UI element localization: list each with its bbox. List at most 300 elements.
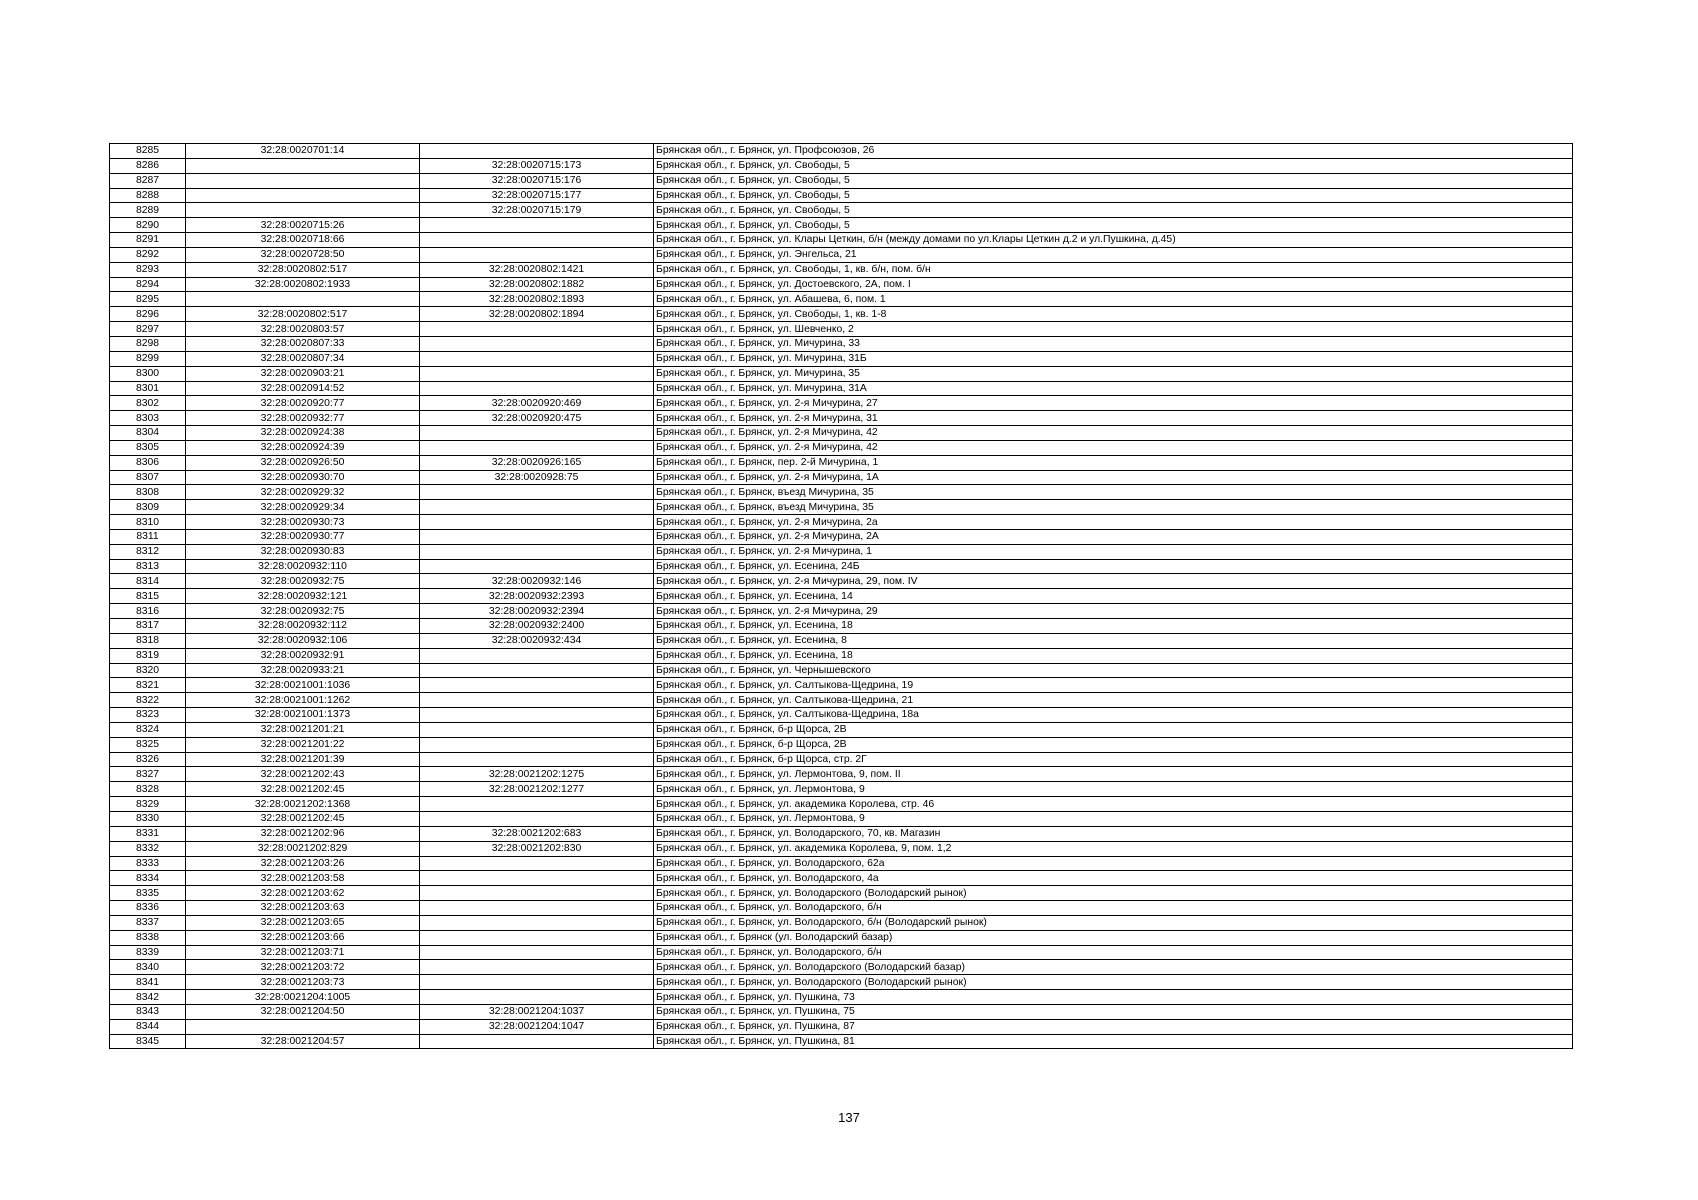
address-cell: Брянская обл., г. Брянск, ул. Володарского, 4а xyxy=(654,871,1573,886)
table-row xyxy=(110,633,1573,648)
row-number-cell: 8335 xyxy=(110,886,186,901)
object-cadastral-number-cell: 32:28:0020932:434 xyxy=(420,633,654,648)
address-cell: Брянская обл., г. Брянск, ул. Профсоюзов, 26 xyxy=(654,144,1573,159)
address-cell: Брянская обл., г. Брянск, ул. Володарского (Володарский рынок) xyxy=(654,886,1573,901)
object-cadastral-number-cell xyxy=(420,737,654,752)
row-number-cell: 8299 xyxy=(110,351,186,366)
address-cell: Брянская обл., г. Брянск, ул. Володарского (Володарский рынок) xyxy=(654,975,1573,990)
object-cadastral-number-cell: 32:28:0020926:165 xyxy=(420,455,654,470)
row-number-cell: 8290 xyxy=(110,218,186,233)
land-cadastral-number-cell: 32:28:0021203:58 xyxy=(186,871,420,886)
object-cadastral-number-cell xyxy=(420,500,654,515)
table-row xyxy=(110,336,1573,351)
object-cadastral-number-cell: 32:28:0020932:2400 xyxy=(420,619,654,634)
address-cell: Брянская обл., г. Брянск, ул. Володарского, б/н xyxy=(654,945,1573,960)
table-row xyxy=(110,485,1573,500)
object-cadastral-number-cell xyxy=(420,233,654,248)
table-row xyxy=(110,915,1573,930)
address-cell: Брянская обл., г. Брянск, ул. Энгельса, 21 xyxy=(654,247,1573,262)
address-cell: Брянская обл., г. Брянск, ул. 2-я Мичурина, 1А xyxy=(654,470,1573,485)
object-cadastral-number-cell: 32:28:0021202:1277 xyxy=(420,782,654,797)
address-cell: Брянская обл., г. Брянск (ул. Володарский базар) xyxy=(654,930,1573,945)
row-number-cell: 8302 xyxy=(110,396,186,411)
address-cell: Брянская обл., г. Брянск, ул. Лермонтова, 9 xyxy=(654,782,1573,797)
table-row xyxy=(110,648,1573,663)
land-cadastral-number-cell: 32:28:0020715:26 xyxy=(186,218,420,233)
land-cadastral-number-cell: 32:28:0021202:43 xyxy=(186,767,420,782)
object-cadastral-number-cell xyxy=(420,915,654,930)
address-cell: Брянская обл., г. Брянск, ул. Володарского, б/н xyxy=(654,901,1573,916)
table-body xyxy=(110,144,1573,1049)
object-cadastral-number-cell: 32:28:0020920:469 xyxy=(420,396,654,411)
row-number-cell: 8293 xyxy=(110,262,186,277)
land-cadastral-number-cell: 32:28:0021202:45 xyxy=(186,811,420,826)
object-cadastral-number-cell: 32:28:0020802:1882 xyxy=(420,277,654,292)
row-number-cell: 8325 xyxy=(110,737,186,752)
land-cadastral-number-cell: 32:28:0020932:110 xyxy=(186,559,420,574)
object-cadastral-number-cell: 32:28:0020932:2394 xyxy=(420,604,654,619)
object-cadastral-number-cell xyxy=(420,856,654,871)
land-cadastral-number-cell xyxy=(186,1019,420,1034)
row-number-cell: 8334 xyxy=(110,871,186,886)
address-cell: Брянская обл., г. Брянск, ул. Салтыкова-Щедрина, 21 xyxy=(654,693,1573,708)
object-cadastral-number-cell: 32:28:0021204:1037 xyxy=(420,1004,654,1019)
table-row xyxy=(110,752,1573,767)
table-row xyxy=(110,515,1573,530)
row-number-cell: 8297 xyxy=(110,322,186,337)
land-cadastral-number-cell: 32:28:0020933:21 xyxy=(186,663,420,678)
land-cadastral-number-cell: 32:28:0021001:1373 xyxy=(186,708,420,723)
table-row xyxy=(110,411,1573,426)
row-number-cell: 8319 xyxy=(110,648,186,663)
object-cadastral-number-cell xyxy=(420,336,654,351)
address-cell: Брянская обл., г. Брянск, ул. Есенина, 8 xyxy=(654,633,1573,648)
object-cadastral-number-cell xyxy=(420,247,654,262)
object-cadastral-number-cell xyxy=(420,648,654,663)
address-cell: Брянская обл., г. Брянск, ул. Чернышевского xyxy=(654,663,1573,678)
address-cell: Брянская обл., г. Брянск, ул. Володарского, б/н (Володарский рынок) xyxy=(654,915,1573,930)
land-cadastral-number-cell: 32:28:0021202:829 xyxy=(186,841,420,856)
object-cadastral-number-cell xyxy=(420,559,654,574)
row-number-cell: 8292 xyxy=(110,247,186,262)
table-row xyxy=(110,663,1573,678)
object-cadastral-number-cell xyxy=(420,515,654,530)
address-cell: Брянская обл., г. Брянск, ул. Мичурина, 35 xyxy=(654,366,1573,381)
address-cell: Брянская обл., г. Брянск, ул. Свободы, 1, кв. б/н, пом. б/н xyxy=(654,262,1573,277)
address-cell: Брянская обл., г. Брянск, ул. Мичурина, 31А xyxy=(654,381,1573,396)
object-cadastral-number-cell xyxy=(420,886,654,901)
table-row xyxy=(110,529,1573,544)
land-cadastral-number-cell: 32:28:0020903:21 xyxy=(186,366,420,381)
table-row xyxy=(110,351,1573,366)
land-cadastral-number-cell: 32:28:0021203:71 xyxy=(186,945,420,960)
row-number-cell: 8308 xyxy=(110,485,186,500)
table-row xyxy=(110,811,1573,826)
table-row xyxy=(110,693,1573,708)
object-cadastral-number-cell xyxy=(420,529,654,544)
object-cadastral-number-cell: 32:28:0021202:830 xyxy=(420,841,654,856)
table-row xyxy=(110,381,1573,396)
table-row xyxy=(110,470,1573,485)
land-cadastral-number-cell: 32:28:0020802:1933 xyxy=(186,277,420,292)
address-cell: Брянская обл., г. Брянск, ул. 2-я Мичурина, 31 xyxy=(654,411,1573,426)
address-cell: Брянская обл., г. Брянск, ул. Достоевского, 2А, пом. I xyxy=(654,277,1573,292)
address-cell: Брянская обл., г. Брянск, ул. Свободы, 5 xyxy=(654,173,1573,188)
object-cadastral-number-cell xyxy=(420,960,654,975)
address-cell: Брянская обл., г. Брянск, ул. Есенина, 14 xyxy=(654,589,1573,604)
land-cadastral-number-cell: 32:28:0020930:73 xyxy=(186,515,420,530)
row-number-cell: 8332 xyxy=(110,841,186,856)
row-number-cell: 8333 xyxy=(110,856,186,871)
object-cadastral-number-cell: 32:28:0020802:1893 xyxy=(420,292,654,307)
object-cadastral-number-cell: 32:28:0021202:1275 xyxy=(420,767,654,782)
table-row xyxy=(110,233,1573,248)
table-row xyxy=(110,797,1573,812)
land-cadastral-number-cell xyxy=(186,203,420,218)
land-cadastral-number-cell: 32:28:0020930:77 xyxy=(186,529,420,544)
object-cadastral-number-cell: 32:28:0020928:75 xyxy=(420,470,654,485)
object-cadastral-number-cell xyxy=(420,1034,654,1049)
table-row xyxy=(110,277,1573,292)
row-number-cell: 8343 xyxy=(110,1004,186,1019)
address-cell: Брянская обл., г. Брянск, ул. Володарского, 62а xyxy=(654,856,1573,871)
table-row xyxy=(110,1034,1573,1049)
address-cell: Брянская обл., г. Брянск, ул. 2-я Мичурина, 29, пом. IV xyxy=(654,574,1573,589)
row-number-cell: 8317 xyxy=(110,619,186,634)
land-cadastral-number-cell: 32:28:0021204:1005 xyxy=(186,990,420,1005)
address-cell: Брянская обл., г. Брянск, ул. Володарского (Володарский базар) xyxy=(654,960,1573,975)
row-number-cell: 8303 xyxy=(110,411,186,426)
row-number-cell: 8311 xyxy=(110,529,186,544)
row-number-cell: 8330 xyxy=(110,811,186,826)
land-cadastral-number-cell: 32:28:0020926:50 xyxy=(186,455,420,470)
address-cell: Брянская обл., г. Брянск, ул. академика Королева, стр. 46 xyxy=(654,797,1573,812)
object-cadastral-number-cell xyxy=(420,811,654,826)
object-cadastral-number-cell xyxy=(420,663,654,678)
table-row xyxy=(110,396,1573,411)
land-cadastral-number-cell: 32:28:0020932:75 xyxy=(186,604,420,619)
address-cell: Брянская обл., г. Брянск, ул. Пушкина, 81 xyxy=(654,1034,1573,1049)
row-number-cell: 8331 xyxy=(110,826,186,841)
address-cell: Брянская обл., г. Брянск, ул. 2-я Мичурина, 29 xyxy=(654,604,1573,619)
row-number-cell: 8301 xyxy=(110,381,186,396)
address-cell: Брянская обл., г. Брянск, ул. Свободы, 1, кв. 1-8 xyxy=(654,307,1573,322)
object-cadastral-number-cell: 32:28:0020715:173 xyxy=(420,158,654,173)
table-row xyxy=(110,1019,1573,1034)
object-cadastral-number-cell xyxy=(420,144,654,159)
object-cadastral-number-cell: 32:28:0020932:2393 xyxy=(420,589,654,604)
property-table xyxy=(109,143,1573,1049)
row-number-cell: 8313 xyxy=(110,559,186,574)
object-cadastral-number-cell xyxy=(420,930,654,945)
table-row xyxy=(110,559,1573,574)
object-cadastral-number-cell xyxy=(420,752,654,767)
land-cadastral-number-cell xyxy=(186,292,420,307)
row-number-cell: 8315 xyxy=(110,589,186,604)
table-row xyxy=(110,188,1573,203)
table-row xyxy=(110,871,1573,886)
table-row xyxy=(110,901,1573,916)
row-number-cell: 8295 xyxy=(110,292,186,307)
object-cadastral-number-cell xyxy=(420,722,654,737)
row-number-cell: 8288 xyxy=(110,188,186,203)
table-row xyxy=(110,247,1573,262)
object-cadastral-number-cell xyxy=(420,901,654,916)
address-cell: Брянская обл., г. Брянск, въезд Мичурина, 35 xyxy=(654,485,1573,500)
land-cadastral-number-cell: 32:28:0021204:57 xyxy=(186,1034,420,1049)
land-cadastral-number-cell: 32:28:0020932:106 xyxy=(186,633,420,648)
object-cadastral-number-cell: 32:28:0020715:176 xyxy=(420,173,654,188)
land-cadastral-number-cell: 32:28:0020728:50 xyxy=(186,247,420,262)
table-row xyxy=(110,589,1573,604)
row-number-cell: 8298 xyxy=(110,336,186,351)
land-cadastral-number-cell: 32:28:0021203:73 xyxy=(186,975,420,990)
row-number-cell: 8307 xyxy=(110,470,186,485)
row-number-cell: 8321 xyxy=(110,678,186,693)
land-cadastral-number-cell: 32:28:0021202:45 xyxy=(186,782,420,797)
address-cell: Брянская обл., г. Брянск, ул. Свободы, 5 xyxy=(654,218,1573,233)
land-cadastral-number-cell: 32:28:0021201:22 xyxy=(186,737,420,752)
row-number-cell: 8310 xyxy=(110,515,186,530)
table-row xyxy=(110,1004,1573,1019)
address-cell: Брянская обл., г. Брянск, ул. академика Королева, 9, пом. 1,2 xyxy=(654,841,1573,856)
address-cell: Брянская обл., г. Брянск, ул. Пушкина, 73 xyxy=(654,990,1573,1005)
land-cadastral-number-cell: 32:28:0021203:72 xyxy=(186,960,420,975)
object-cadastral-number-cell xyxy=(420,678,654,693)
row-number-cell: 8314 xyxy=(110,574,186,589)
table-row xyxy=(110,500,1573,515)
address-cell: Брянская обл., г. Брянск, ул. Пушкина, 75 xyxy=(654,1004,1573,1019)
land-cadastral-number-cell xyxy=(186,158,420,173)
land-cadastral-number-cell: 32:28:0020920:77 xyxy=(186,396,420,411)
land-cadastral-number-cell: 32:28:0020802:517 xyxy=(186,262,420,277)
row-number-cell: 8289 xyxy=(110,203,186,218)
land-cadastral-number-cell: 32:28:0021204:50 xyxy=(186,1004,420,1019)
address-cell: Брянская обл., г. Брянск, б-р Щорса, стр. 2Г xyxy=(654,752,1573,767)
row-number-cell: 8309 xyxy=(110,500,186,515)
address-cell: Брянская обл., г. Брянск, б-р Щорса, 2В xyxy=(654,737,1573,752)
row-number-cell: 8341 xyxy=(110,975,186,990)
object-cadastral-number-cell: 32:28:0021204:1047 xyxy=(420,1019,654,1034)
table-row xyxy=(110,990,1573,1005)
row-number-cell: 8286 xyxy=(110,158,186,173)
address-cell: Брянская обл., г. Брянск, ул. Есенина, 24Б xyxy=(654,559,1573,574)
object-cadastral-number-cell: 32:28:0020920:475 xyxy=(420,411,654,426)
address-cell: Брянская обл., г. Брянск, ул. Лермонтова, 9 xyxy=(654,811,1573,826)
object-cadastral-number-cell xyxy=(420,366,654,381)
row-number-cell: 8320 xyxy=(110,663,186,678)
land-cadastral-number-cell: 32:28:0020929:32 xyxy=(186,485,420,500)
table-row xyxy=(110,144,1573,159)
land-cadastral-number-cell: 32:28:0020932:121 xyxy=(186,589,420,604)
address-cell: Брянская обл., г. Брянск, ул. Свободы, 5 xyxy=(654,158,1573,173)
object-cadastral-number-cell xyxy=(420,322,654,337)
object-cadastral-number-cell xyxy=(420,708,654,723)
row-number-cell: 8322 xyxy=(110,693,186,708)
row-number-cell: 8323 xyxy=(110,708,186,723)
table-row xyxy=(110,292,1573,307)
land-cadastral-number-cell: 32:28:0020924:38 xyxy=(186,426,420,441)
table-row xyxy=(110,544,1573,559)
land-cadastral-number-cell: 32:28:0020930:70 xyxy=(186,470,420,485)
row-number-cell: 8344 xyxy=(110,1019,186,1034)
row-number-cell: 8326 xyxy=(110,752,186,767)
table-row xyxy=(110,886,1573,901)
table-row xyxy=(110,173,1573,188)
land-cadastral-number-cell: 32:28:0021001:1036 xyxy=(186,678,420,693)
address-cell: Брянская обл., г. Брянск, ул. 2-я Мичурина, 42 xyxy=(654,440,1573,455)
row-number-cell: 8318 xyxy=(110,633,186,648)
land-cadastral-number-cell: 32:28:0020718:66 xyxy=(186,233,420,248)
land-cadastral-number-cell: 32:28:0021202:96 xyxy=(186,826,420,841)
object-cadastral-number-cell xyxy=(420,945,654,960)
object-cadastral-number-cell: 32:28:0020802:1894 xyxy=(420,307,654,322)
address-cell: Брянская обл., г. Брянск, ул. Мичурина, 33 xyxy=(654,336,1573,351)
table-row xyxy=(110,574,1573,589)
land-cadastral-number-cell: 32:28:0021203:65 xyxy=(186,915,420,930)
land-cadastral-number-cell: 32:28:0020930:83 xyxy=(186,544,420,559)
row-number-cell: 8285 xyxy=(110,144,186,159)
address-cell: Брянская обл., г. Брянск, ул. Есенина, 18 xyxy=(654,619,1573,634)
row-number-cell: 8291 xyxy=(110,233,186,248)
table-row xyxy=(110,856,1573,871)
address-cell: Брянская обл., г. Брянск, б-р Щорса, 2В xyxy=(654,722,1573,737)
row-number-cell: 8329 xyxy=(110,797,186,812)
land-cadastral-number-cell: 32:28:0020701:14 xyxy=(186,144,420,159)
row-number-cell: 8339 xyxy=(110,945,186,960)
address-cell: Брянская обл., г. Брянск, пер. 2-й Мичурина, 1 xyxy=(654,455,1573,470)
land-cadastral-number-cell: 32:28:0020802:517 xyxy=(186,307,420,322)
object-cadastral-number-cell xyxy=(420,440,654,455)
land-cadastral-number-cell: 32:28:0020924:39 xyxy=(186,440,420,455)
table-row xyxy=(110,708,1573,723)
address-cell: Брянская обл., г. Брянск, ул. Мичурина, 31Б xyxy=(654,351,1573,366)
land-cadastral-number-cell: 32:28:0020929:34 xyxy=(186,500,420,515)
object-cadastral-number-cell xyxy=(420,218,654,233)
address-cell: Брянская обл., г. Брянск, ул. 2-я Мичурина, 2А xyxy=(654,529,1573,544)
object-cadastral-number-cell xyxy=(420,990,654,1005)
land-cadastral-number-cell: 32:28:0020914:52 xyxy=(186,381,420,396)
table-row xyxy=(110,426,1573,441)
address-cell: Брянская обл., г. Брянск, ул. Свободы, 5 xyxy=(654,188,1573,203)
object-cadastral-number-cell xyxy=(420,381,654,396)
table-row xyxy=(110,678,1573,693)
table-row xyxy=(110,945,1573,960)
table-row xyxy=(110,158,1573,173)
object-cadastral-number-cell xyxy=(420,544,654,559)
table-row xyxy=(110,930,1573,945)
land-cadastral-number-cell: 32:28:0020803:57 xyxy=(186,322,420,337)
table-row xyxy=(110,366,1573,381)
address-cell: Брянская обл., г. Брянск, ул. Свободы, 5 xyxy=(654,203,1573,218)
address-cell: Брянская обл., г. Брянск, ул. Клары Цеткин, б/н (между домами по ул.Клары Цеткин д.2 и ул.Пушкина, д.45) xyxy=(654,233,1573,248)
table-row xyxy=(110,975,1573,990)
land-cadastral-number-cell xyxy=(186,188,420,203)
row-number-cell: 8324 xyxy=(110,722,186,737)
table-row xyxy=(110,203,1573,218)
row-number-cell: 8300 xyxy=(110,366,186,381)
row-number-cell: 8338 xyxy=(110,930,186,945)
row-number-cell: 8312 xyxy=(110,544,186,559)
page-number: 137 xyxy=(838,1110,860,1125)
row-number-cell: 8328 xyxy=(110,782,186,797)
table-row xyxy=(110,307,1573,322)
land-cadastral-number-cell: 32:28:0021001:1262 xyxy=(186,693,420,708)
table-row xyxy=(110,960,1573,975)
table-row xyxy=(110,782,1573,797)
row-number-cell: 8294 xyxy=(110,277,186,292)
land-cadastral-number-cell: 32:28:0020932:112 xyxy=(186,619,420,634)
table-row xyxy=(110,218,1573,233)
object-cadastral-number-cell xyxy=(420,426,654,441)
table-row xyxy=(110,619,1573,634)
land-cadastral-number-cell xyxy=(186,173,420,188)
address-cell: Брянская обл., г. Брянск, ул. Шевченко, 2 xyxy=(654,322,1573,337)
address-cell: Брянская обл., г. Брянск, ул. Володарского, 70, кв. Магазин xyxy=(654,826,1573,841)
row-number-cell: 8316 xyxy=(110,604,186,619)
row-number-cell: 8337 xyxy=(110,915,186,930)
land-cadastral-number-cell: 32:28:0021203:63 xyxy=(186,901,420,916)
land-cadastral-number-cell: 32:28:0021203:26 xyxy=(186,856,420,871)
land-cadastral-number-cell: 32:28:0021203:62 xyxy=(186,886,420,901)
address-cell: Брянская обл., г. Брянск, ул. Салтыкова-Щедрина, 18а xyxy=(654,708,1573,723)
row-number-cell: 8340 xyxy=(110,960,186,975)
table-row xyxy=(110,737,1573,752)
land-cadastral-number-cell: 32:28:0021202:1368 xyxy=(186,797,420,812)
row-number-cell: 8305 xyxy=(110,440,186,455)
row-number-cell: 8306 xyxy=(110,455,186,470)
land-cadastral-number-cell: 32:28:0021201:21 xyxy=(186,722,420,737)
row-number-cell: 8296 xyxy=(110,307,186,322)
table-row xyxy=(110,841,1573,856)
row-number-cell: 8287 xyxy=(110,173,186,188)
table-row xyxy=(110,455,1573,470)
object-cadastral-number-cell xyxy=(420,693,654,708)
land-cadastral-number-cell: 32:28:0021203:66 xyxy=(186,930,420,945)
address-cell: Брянская обл., г. Брянск, ул. 2-я Мичурина, 42 xyxy=(654,426,1573,441)
land-cadastral-number-cell: 32:28:0020932:75 xyxy=(186,574,420,589)
address-cell: Брянская обл., г. Брянск, ул. 2-я Мичурина, 27 xyxy=(654,396,1573,411)
table-row xyxy=(110,767,1573,782)
table-row xyxy=(110,322,1573,337)
row-number-cell: 8327 xyxy=(110,767,186,782)
address-cell: Брянская обл., г. Брянск, въезд Мичурина, 35 xyxy=(654,500,1573,515)
land-cadastral-number-cell: 32:28:0020932:91 xyxy=(186,648,420,663)
land-cadastral-number-cell: 32:28:0020932:77 xyxy=(186,411,420,426)
object-cadastral-number-cell: 32:28:0020932:146 xyxy=(420,574,654,589)
table-row xyxy=(110,262,1573,277)
object-cadastral-number-cell: 32:28:0020715:179 xyxy=(420,203,654,218)
object-cadastral-number-cell xyxy=(420,351,654,366)
object-cadastral-number-cell: 32:28:0020802:1421 xyxy=(420,262,654,277)
object-cadastral-number-cell xyxy=(420,871,654,886)
address-cell: Брянская обл., г. Брянск, ул. Пушкина, 87 xyxy=(654,1019,1573,1034)
land-cadastral-number-cell: 32:28:0021201:39 xyxy=(186,752,420,767)
object-cadastral-number-cell xyxy=(420,485,654,500)
table-row xyxy=(110,440,1573,455)
table-row xyxy=(110,722,1573,737)
table-row xyxy=(110,604,1573,619)
table-row xyxy=(110,826,1573,841)
row-number-cell: 8304 xyxy=(110,426,186,441)
address-cell: Брянская обл., г. Брянск, ул. Лермонтова, 9, пом. II xyxy=(654,767,1573,782)
object-cadastral-number-cell: 32:28:0020715:177 xyxy=(420,188,654,203)
address-cell: Брянская обл., г. Брянск, ул. 2-я Мичурина, 2а xyxy=(654,515,1573,530)
row-number-cell: 8345 xyxy=(110,1034,186,1049)
land-cadastral-number-cell: 32:28:0020807:34 xyxy=(186,351,420,366)
object-cadastral-number-cell xyxy=(420,797,654,812)
land-cadastral-number-cell: 32:28:0020807:33 xyxy=(186,336,420,351)
